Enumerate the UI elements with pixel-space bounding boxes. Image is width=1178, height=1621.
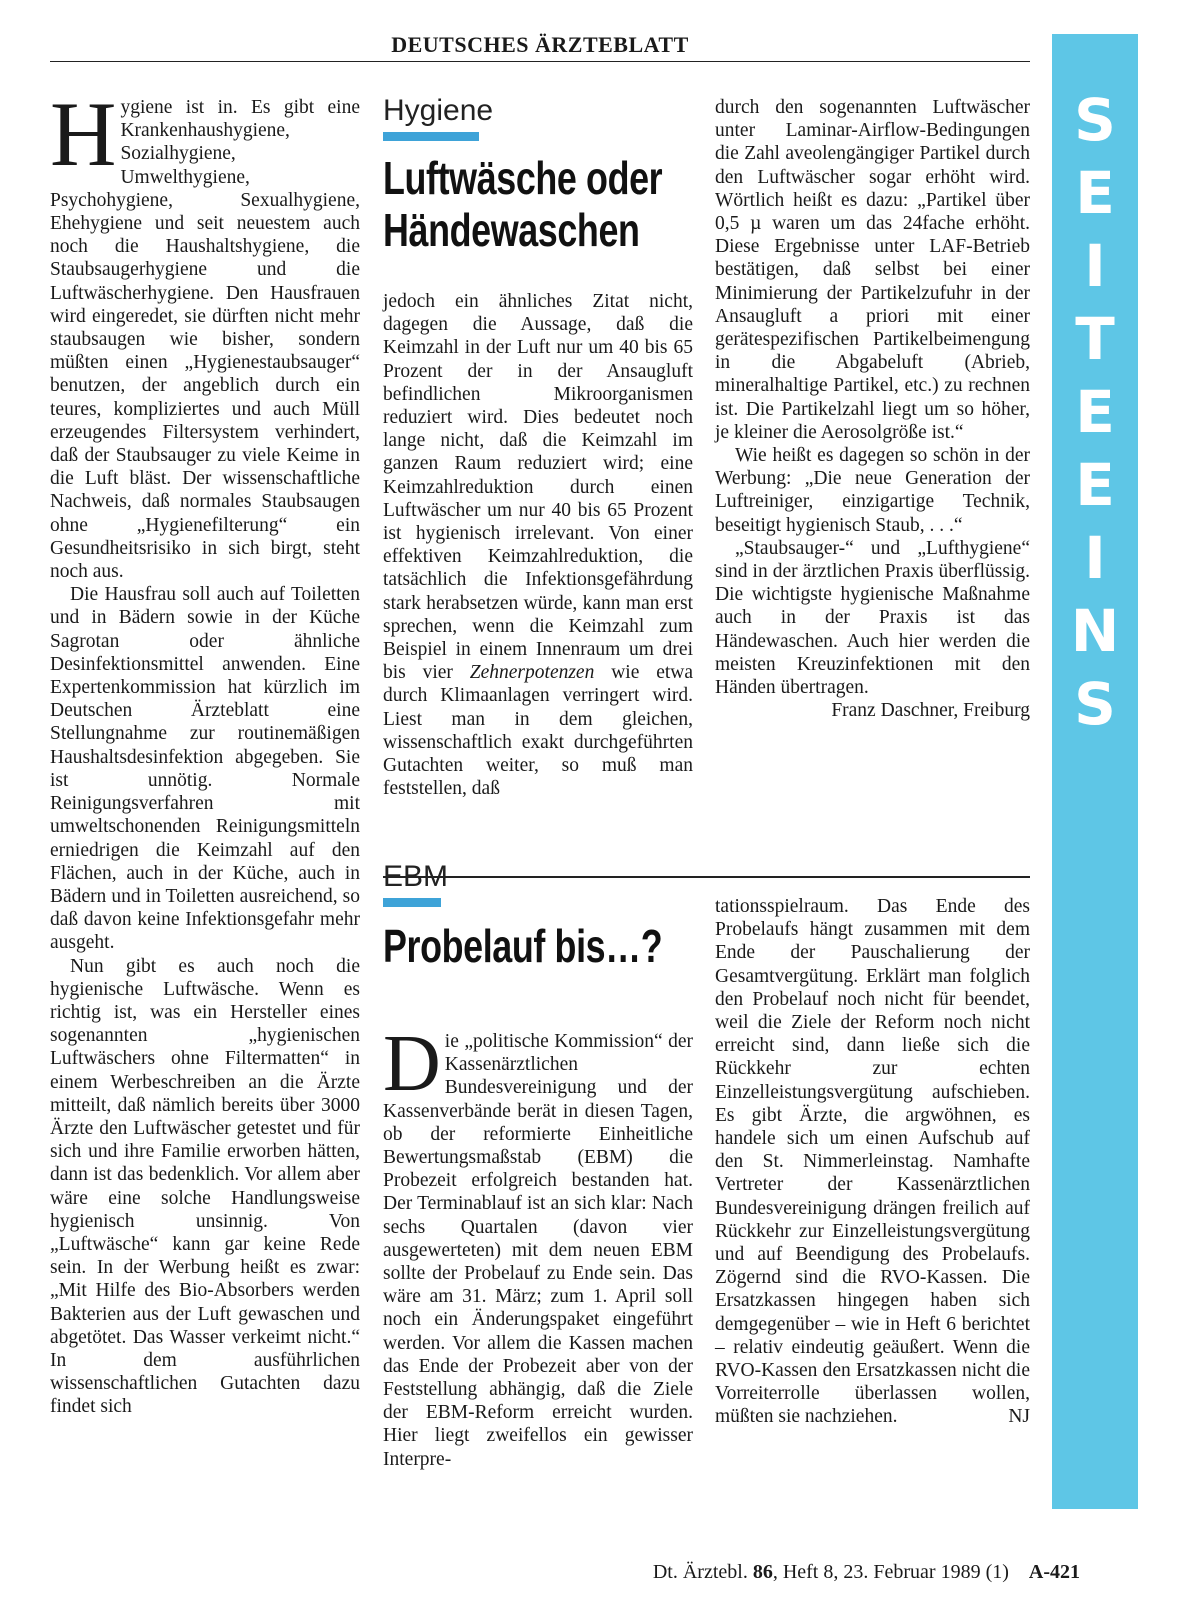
paragraph-text: jedoch ein ähnliches Zitat nicht, dagegen die Aussage, daß die Keimzahl in der Luft nur um 40 bis 65 Prozent der in der Ansaugluft befindlichen Mikroorganismen reduziert wird. Dies bedeutet noch lange nicht, daß die Keimzahl im ganzen Raum reduziert wird; eine Keimzahlreduktion durch einen Luftwäscher um nur 40 bis 65 Prozent ist hygienisch irrelevant. Von einer effektiven Keimzahlreduktion, die tatsächlich die Infektionsgefährdung stark herabsetzen würde, kann man erst sprechen, wenn die Keimzahl zum Beispiel in einem Innenraum um drei bis vier bbox=[383, 291, 693, 684]
sidebar-vertical-text bbox=[1052, 84, 1138, 741]
page-number: A-421 bbox=[1028, 1561, 1080, 1583]
hygiene-headline-line2: Händewaschen bbox=[383, 204, 640, 256]
paragraph bbox=[383, 290, 693, 800]
ebm-section-rule bbox=[383, 898, 441, 907]
section-sidebar bbox=[1052, 34, 1138, 1509]
article-divider bbox=[383, 876, 1030, 878]
sidebar-letter: T bbox=[1075, 305, 1115, 373]
paragraph: Wie heißt es dagegen so schön in der Werbung: „Die neue Generation der Luftreiniger, einzigartige Technik, beseitigt hygienisch Staub, . . .“ bbox=[715, 445, 1030, 536]
paragraph bbox=[715, 895, 1030, 1429]
sidebar-letter: S bbox=[1074, 86, 1116, 154]
sidebar-letter: E bbox=[1075, 451, 1115, 519]
hygiene-section-label: Hygiene bbox=[383, 94, 494, 127]
paragraph bbox=[383, 1020, 693, 1471]
paragraph: „Staubsauger-“ und „Lufthygiene“ sind in der ärztlichen Praxis überflüssig. Die wichtigste hygienische Maßnahme auch in der Praxis ist das Händewaschen. Auch hier werden die meisten Kreuzinfektionen mit den Händen übertragen. bbox=[715, 537, 1030, 699]
sidebar-letter: E bbox=[1075, 378, 1115, 446]
hygiene-column-1 bbox=[50, 83, 360, 1419]
author-signature: Franz Daschner, Freiburg bbox=[831, 700, 1030, 722]
paragraph bbox=[50, 83, 360, 583]
paragraph-text: ygiene ist in. Es gibt eine Krankenhaushygiene, Sozialhygiene, Umwelthygiene, Psychohygiene, Sexualhygiene, Ehehygiene und seit neuestem auch noch die Haushaltshygiene, die Staubsaugerhygiene und die Luftwäscherhygiene. Den Hausfrauen wird eingeredet, sie dürften nicht mehr staubsaugen wie bisher, sondern müßten einen „Hygienestaubsauger“ benutzen, der angeblich durch ein teures, kompliziertes und auch Müll erzeugendes Filtersystem verhindert, daß der Staubsauger zu viele Keime in die Luft bläst. Der wissenschaftliche Nachweis, daß normales Staubsaugen ohne „Hygienefilterung“ ein Gesundheitsrisiko in sich birgt, steht noch aus. bbox=[50, 97, 360, 583]
paragraph-text: tationsspielraum. Das Ende des Probelaufs hängt zusammen mit dem Ende der Pauschalierung der Gesamtvergütung. Erklärt man folglich den Probelauf noch nicht für beendet, weil die Ziele der Reform noch nicht erreicht sind, dann ließe sich die Rückkehr zur echten Einzelleistungsvergütung aufschieben. Es gibt Ärzte, die argwöhnen, es handele sich um einen Aufschub auf den St. Nimmerleinstag. Namhafte Vertreter der Kassenärztlichen Bundesvereinigung drängen freilich auf Rückkehr zur Einzelleistungsvergütung und auf Beendigung des Probelaufs. Zögernd sind die RVO-Kassen. Die Ersatzkassen hingegen haben sich demgegenüber – wie in Heft 6 berichtet – relativ eindeutig geäußert. Wenn die RVO-Kassen den Ersatzkassen nicht die Vorreiterrolle überlassen wollen, müßten sie nachziehen. bbox=[715, 896, 1030, 1428]
paragraph: Die Hausfrau soll auch auf Toiletten und in Bädern sowie in der Küche Sagrotan oder ähnliche Desinfektionsmittel anwenden. Eine Expertenkommission hat kürzlich im Deutschen Ärzteblatt eine Stellungnahme zur routinemäßigen Haushaltsdesinfektion abgegeben. Sie ist unnötig. Normale Reinigungsverfahren mit umweltschonenden Reinigungsmitteln erniedrigen die Keimzahl auf den Flächen, auch in der Küche, auch in Bädern und in Toiletten ausreichend, so daß davon keine Infektionsgefahr mehr ausgeht. bbox=[50, 584, 360, 954]
paragraph-text: wie etwa durch Klimaanlagen verringert wird. Liest man in dem gleichen, wissenschaftlich exakt durchgeführten Gutachten weiter, so muß man feststellen, daß bbox=[383, 662, 694, 800]
ebm-section-label: EBM bbox=[383, 860, 449, 893]
hygiene-column-3 bbox=[715, 96, 1030, 722]
paragraph-text: ie „politische Kommission“ der Kassenärztlichen Bundesvereinigung und der Kassenverbände berät in diesen Tagen, ob der reformierte Einheitliche Bewertungsmaßstab (EBM) die Probezeit erfolgreich bestanden hat. Der Terminablauf ist an sich klar: Nach sechs Quartalen (davon vier ausgewerteten) mit dem neuen EBM sollte der Probelauf zu Ende sein. Das wäre am 31. März; zum 1. April soll noch ein Änderungspaket eingeführt werden. Vor allem die Kassen machen das Ende der Probezeit aber von der Feststellung abhängig, daß die Ziele der EBM-Reform erreicht wurden. Hier liegt zweifellos ein gewisser Interpre- bbox=[383, 1031, 693, 1470]
hygiene-section-rule bbox=[383, 132, 479, 141]
footer-volume: 86 bbox=[752, 1561, 773, 1583]
paragraph: Nun gibt es auch noch die hygienische Luftwäsche. Wenn es richtig ist, was ein Hersteller eines sogenannten „hygienischen Luftwäschers ohne Filtermatten“ in einem Werbeschreiben an die Ärzte mitteilt, daß nämlich bereits über 3000 Ärzte den Luftwäscher getestet und für sich und ihre Familie erworben hätten, dann ist das bedenklich. Vor allem aber wäre eine solche Handlungsweise hygienisch unsinnig. Von „Luftwäsche“ kann gar keine Rede sein. In der Werbung heißt es zwar: „Mit Hilfe des Bio-Absorbers werden Bakterien aus der Luft gewaschen und abgetötet. Das Wasser verkeimt nicht.“ In dem ausführlichen wissenschaftlichen Gutachten dazu findet sich bbox=[50, 955, 360, 1418]
drop-cap: D bbox=[383, 1020, 441, 1108]
ebm-headline: Probelauf bis…? bbox=[383, 920, 663, 972]
hygiene-headline-line1: Luftwäsche oder bbox=[383, 152, 663, 204]
footer-issue: , Heft 8, 23. Februar 1989 (1) bbox=[772, 1561, 1009, 1583]
sidebar-letter: E bbox=[1075, 159, 1115, 227]
author-initials: NJ bbox=[1008, 1406, 1030, 1428]
page-footer bbox=[600, 1560, 1080, 1584]
emphasis-text: Zehnerpotenzen bbox=[469, 662, 595, 684]
masthead-title: DEUTSCHES ÄRZTEBLATT bbox=[50, 28, 1030, 62]
sidebar-letter: S bbox=[1074, 670, 1116, 738]
paragraph: durch den sogenannten Luftwäscher unter Laminar-Airflow-Bedingungen die Zahl aveolengängiger Partikel durch den Luftwäscher sogar erhöht wird. Wörtlich heißt es dazu: „Partikel über 0,5 µ waren um das 24fache erhöht. Diese Ergebnisse unter LAF-Betrieb bestätigen, daß selbst bei einer Minimierung der Partikelzufuhr in der Ansaugluft a priori mit einer gerätespezifischen Partikelbeimengung in die Abgabeluft (Abrieb, mineralhaltige Partikel, etc.) zu rechnen ist. Die Partikelzahl liegt um so höher, je kleiner die Aerosolgröße ist.“ bbox=[715, 97, 1030, 443]
sidebar-letter: I bbox=[1084, 524, 1106, 592]
footer-journal: Dt. Ärztebl. bbox=[652, 1561, 748, 1583]
drop-cap: H bbox=[50, 83, 117, 185]
sidebar-letter: I bbox=[1084, 232, 1106, 300]
sidebar-letter: N bbox=[1070, 597, 1120, 665]
hygiene-column-2 bbox=[383, 290, 693, 800]
ebm-column-2 bbox=[715, 895, 1030, 1429]
ebm-column-1 bbox=[383, 1020, 693, 1471]
